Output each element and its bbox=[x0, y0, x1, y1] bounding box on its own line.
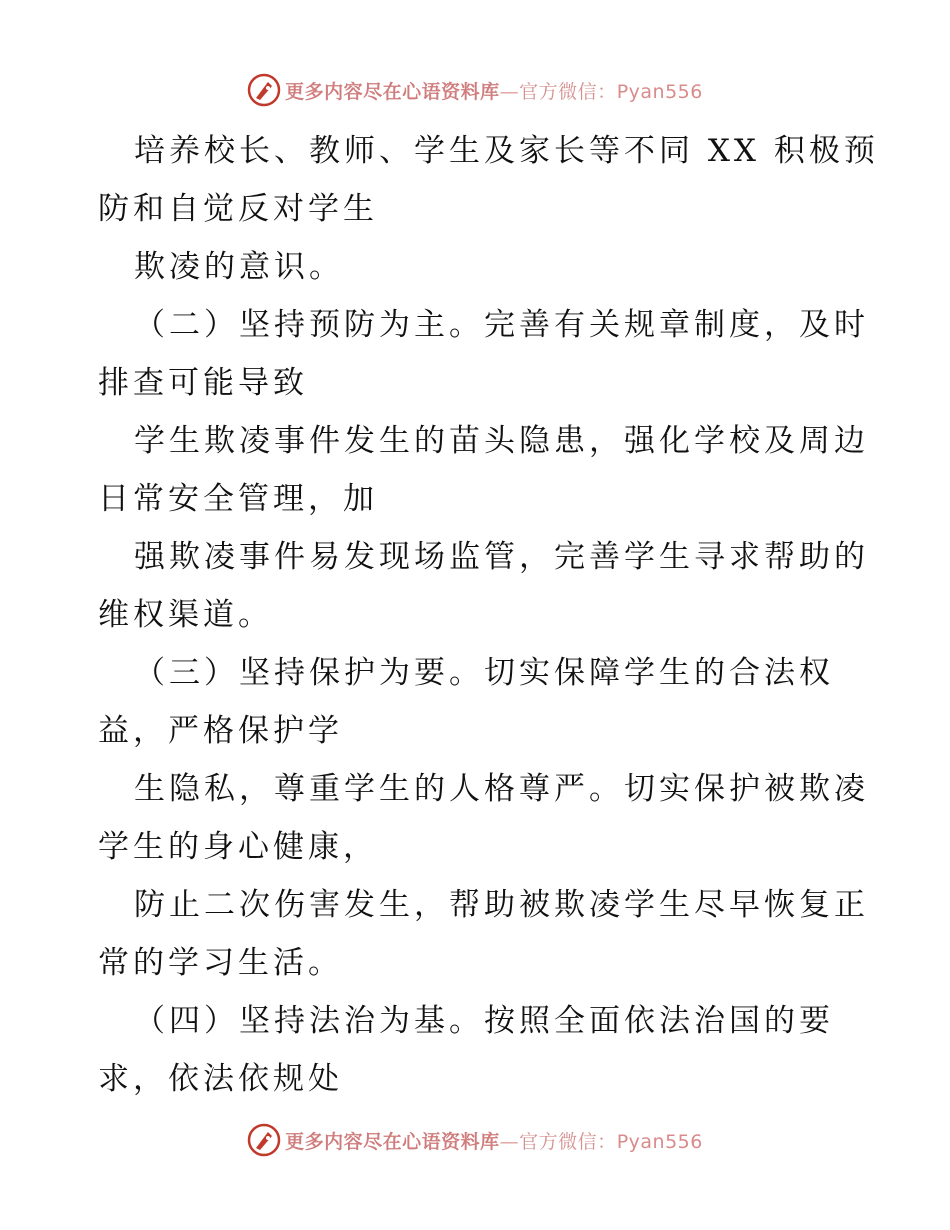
footer-separator: — bbox=[499, 1130, 520, 1153]
text-line: 排查可能导致 bbox=[98, 365, 308, 401]
header-banner-text bbox=[285, 77, 703, 104]
text-line: 欺凌的意识。 bbox=[134, 249, 344, 285]
pen-nib-logo-icon bbox=[247, 1123, 281, 1157]
text-line: （三）坚持保护为要。切实保障学生的合法权 bbox=[134, 655, 834, 691]
footer-banner-text bbox=[285, 1127, 703, 1154]
footer-brand: 更多内容尽在心语资料库 bbox=[285, 1130, 500, 1153]
text-line: 防和自觉反对学生 bbox=[98, 191, 378, 227]
text-line: 学生的身心健康， bbox=[98, 829, 378, 865]
header-wechat-id: Pyan556 bbox=[616, 80, 703, 103]
text-line: 日常安全管理，加 bbox=[98, 481, 378, 517]
document-body bbox=[98, 122, 879, 1108]
text-line: 生隐私，尊重学生的人格尊严。切实保护被欺凌 bbox=[134, 771, 869, 807]
pen-nib-logo-icon bbox=[247, 73, 281, 107]
text-line: 培养校长、教师、学生及家长等不同 XX 积极预 bbox=[134, 133, 879, 169]
header-brand: 更多内容尽在心语资料库 bbox=[285, 80, 500, 103]
text-line: 学生欺凌事件发生的苗头隐患，强化学校及周边 bbox=[134, 423, 869, 459]
text-line: 防止二次伤害发生，帮助被欺凌学生尽早恢复正 bbox=[134, 887, 869, 923]
text-line: 维权渠道。 bbox=[98, 597, 273, 633]
text-line: 强欺凌事件易发现场监管，完善学生寻求帮助的 bbox=[134, 539, 869, 575]
text-line: 益，严格保护学 bbox=[98, 713, 343, 749]
text-line: （二）坚持预防为主。完善有关规章制度，及时 bbox=[134, 307, 869, 343]
footer-wechat-label: 官方微信： bbox=[519, 1130, 617, 1153]
footer-banner bbox=[0, 1120, 950, 1160]
text-line: （四）坚持法治为基。按照全面依法治国的要 bbox=[134, 1003, 834, 1039]
header-banner bbox=[0, 70, 950, 110]
text-line: 求，依法依规处 bbox=[98, 1061, 343, 1097]
header-wechat-label: 官方微信： bbox=[519, 80, 617, 103]
footer-wechat-id: Pyan556 bbox=[616, 1130, 703, 1153]
text-line: 常的学习生活。 bbox=[98, 945, 343, 981]
header-separator: — bbox=[499, 80, 520, 103]
